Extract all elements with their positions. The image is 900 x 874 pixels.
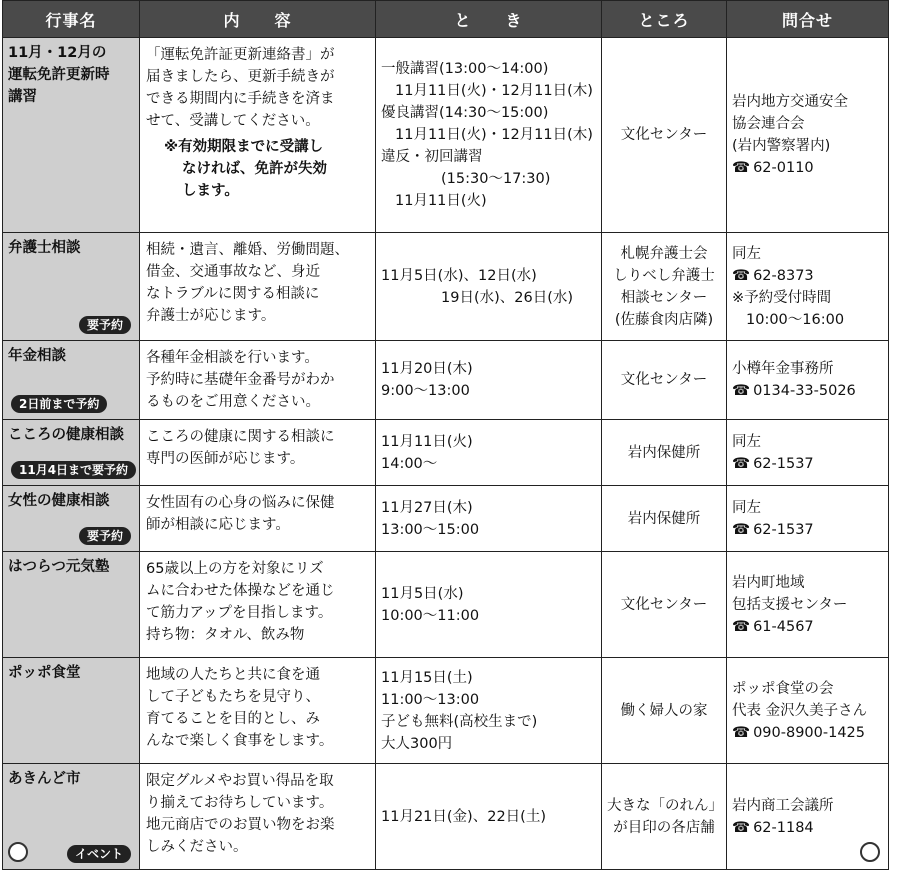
event-name: 講習 xyxy=(8,89,37,105)
event-name: 女性の健康相談 xyxy=(8,493,110,509)
header-row xyxy=(3,1,889,38)
header-content: 内 容 xyxy=(140,1,376,38)
schedule-line: 子ども無料(高校生まで) xyxy=(381,713,538,730)
description-line: 育てることを目的とし、み xyxy=(146,711,320,727)
description-line: なトラブルに関する相談に xyxy=(146,286,320,302)
phone-number-text: 62-0110 xyxy=(753,160,814,176)
contact-line: (岩内警察署内) xyxy=(732,138,831,154)
schedule-line: 11月11日(火) xyxy=(395,193,487,209)
location-line: 相談センター xyxy=(620,289,708,306)
description-line: 65歳以上の方を対象にリズ xyxy=(146,561,324,577)
location-line: 札幌弁護士会 xyxy=(620,245,708,262)
description-line: 相続・遺言、離婚、労働問題、 xyxy=(146,242,349,258)
contact-cell xyxy=(727,420,889,486)
schedule-line: 一般講習(13:00～14:00) xyxy=(381,61,549,77)
contact-cell xyxy=(727,233,889,341)
location-line: 文化センター xyxy=(620,372,708,388)
schedule-cell xyxy=(376,420,602,486)
description-cell xyxy=(140,764,376,870)
schedule-line: 11月5日(水)、12日(水) xyxy=(381,267,537,284)
phone-number-text: 62-1184 xyxy=(753,819,814,836)
schedule-line: 11月15日(土) xyxy=(381,669,473,686)
description-cell xyxy=(140,38,376,233)
description-cell xyxy=(140,486,376,552)
contact-cell xyxy=(727,658,889,764)
location-cell xyxy=(602,658,727,764)
events-table xyxy=(2,0,889,870)
table-row xyxy=(3,420,889,486)
description-line: しみください。 xyxy=(146,839,248,855)
table-row xyxy=(3,658,889,764)
contact-line: ポッポ食堂の会 xyxy=(732,680,834,697)
phone-icon: ☎ xyxy=(732,521,751,538)
description-line: んなで楽しく食事をします。 xyxy=(146,733,334,749)
location-line: が目印の各店舗 xyxy=(613,819,715,836)
event-name-cell xyxy=(3,420,140,486)
description-line: ムに合わせた体操などを通じ xyxy=(146,583,335,599)
event-name-cell xyxy=(3,658,140,764)
event-name-cell xyxy=(3,38,140,233)
contact-note: ※予約受付時間 xyxy=(732,289,832,306)
phone-number-text: 0134-33-5026 xyxy=(753,383,856,399)
location-line: 文化センター xyxy=(620,596,708,613)
description-line: 「運転免許証更新連絡書」が xyxy=(146,47,335,63)
description-line: 地域の人たちと共に食を通 xyxy=(146,667,320,683)
schedule-line: 11月27日(木) xyxy=(381,499,473,516)
phone-icon: ☎ xyxy=(732,267,751,284)
event-name: 弁護士相談 xyxy=(8,240,81,256)
contact-line: 同左 xyxy=(732,499,761,516)
table-row xyxy=(3,552,889,658)
reservation-badge: 要予約 xyxy=(79,316,131,334)
description-cell xyxy=(140,233,376,341)
event-name-cell xyxy=(3,486,140,552)
event-name-cell xyxy=(3,233,140,341)
warning-note: なければ、免許が失効 xyxy=(182,161,327,177)
phone-icon: ☎ xyxy=(732,724,751,741)
schedule-line: (15:30～17:30) xyxy=(441,171,551,187)
description-line: こころの健康に関する相談に xyxy=(146,429,335,445)
event-name: はつらつ元気塾 xyxy=(8,559,110,575)
schedule-line: 13:00～15:00 xyxy=(381,521,480,538)
description-line: できる期間内に手続きを済ま xyxy=(146,91,335,107)
phone-icon: ☎ xyxy=(732,819,751,836)
description-line: り揃えてお待ちしています。 xyxy=(146,795,334,811)
contact-cell xyxy=(727,341,889,420)
schedule-cell xyxy=(376,38,602,233)
schedule-cell xyxy=(376,486,602,552)
schedule-cell xyxy=(376,233,602,341)
event-name: あきんど市 xyxy=(8,771,81,787)
binder-ring-icon-right xyxy=(860,842,880,862)
contact-cell xyxy=(727,486,889,552)
schedule-line: 11月21日(金)、22日(土) xyxy=(381,808,546,825)
location-line: しりべし弁護士 xyxy=(613,267,715,284)
phone-icon: ☎ xyxy=(732,383,751,399)
table-row xyxy=(3,38,889,233)
description-line: 届きましたら、更新手続きが xyxy=(146,69,335,85)
table-row xyxy=(3,341,889,420)
event-name-cell xyxy=(3,552,140,658)
contact-line: 岩内商工会議所 xyxy=(732,797,834,814)
schedule-line: 違反・初回講習 xyxy=(381,149,483,165)
contact-cell xyxy=(727,552,889,658)
event-name: 年金相談 xyxy=(8,348,66,364)
location-cell xyxy=(602,38,727,233)
description-line: 女性固有の心身の悩みに保健 xyxy=(146,495,335,511)
description-line: 専門の医師が応じます。 xyxy=(146,451,305,467)
description-line: 各種年金相談を行います。 xyxy=(146,350,319,366)
reservation-badge: 11月4日まで要予約 xyxy=(11,461,136,479)
contact-line: 岩内町地域 xyxy=(732,574,805,591)
location-cell xyxy=(602,764,727,870)
schedule-cell xyxy=(376,764,602,870)
schedule-line: 10:00～11:00 xyxy=(381,607,480,624)
event-name: ポッポ食堂 xyxy=(8,665,81,681)
schedule-line: 11月11日(火)・12月11日(木) xyxy=(395,83,593,99)
phone-number-text: 62-1537 xyxy=(753,521,814,538)
description-line: て筋力アップを目指します。 xyxy=(146,605,333,621)
schedule-line: 9:00～13:00 xyxy=(381,383,470,399)
description-line: るものをご用意ください。 xyxy=(146,394,320,410)
schedule-cell xyxy=(376,341,602,420)
event-name: 運転免許更新時 xyxy=(8,67,110,83)
description-cell xyxy=(140,552,376,658)
contact-cell xyxy=(727,38,889,233)
table-row xyxy=(3,764,889,870)
phone-number xyxy=(732,157,883,179)
contact-line: 同左 xyxy=(732,245,761,262)
schedule-line: 大人300円 xyxy=(381,735,453,752)
header-where: ところ xyxy=(602,1,727,38)
schedule-line: 優良講習(14:30～15:00) xyxy=(381,105,549,121)
contact-line: 小樽年金事務所 xyxy=(732,361,834,377)
event-name: こころの健康相談 xyxy=(8,427,124,443)
location-line: 岩内保健所 xyxy=(627,510,701,527)
phone-number xyxy=(732,519,883,541)
schedule-line: 11月11日(火) xyxy=(381,433,473,450)
header-contact: 問合せ xyxy=(727,1,889,38)
location-cell xyxy=(602,341,727,420)
description-line: 限定グルメやお買い得品を取 xyxy=(146,773,334,789)
schedule-line: 11:00～13:00 xyxy=(381,691,480,708)
header-event: 行事名 xyxy=(3,1,140,38)
phone-number xyxy=(732,616,883,638)
schedule-line: 14:00～ xyxy=(381,455,438,472)
location-line: 働く婦人の家 xyxy=(620,702,708,719)
warning-note: します。 xyxy=(182,183,239,199)
reservation-badge: 2日前まで予約 xyxy=(11,395,107,413)
description-line: せて、受講してください。 xyxy=(146,113,320,129)
phone-icon: ☎ xyxy=(732,618,751,635)
phone-number-text: 62-8373 xyxy=(753,267,814,284)
table-row xyxy=(3,233,889,341)
description-line: 借金、交通事故など、身近 xyxy=(146,264,320,280)
schedule-line: 11月20日(木) xyxy=(381,361,473,377)
phone-icon: ☎ xyxy=(732,455,751,472)
description-cell xyxy=(140,658,376,764)
phone-number-text: 62-1537 xyxy=(753,455,814,472)
event-name-cell xyxy=(3,341,140,420)
phone-number xyxy=(732,453,883,475)
description-line: 予約時に基礎年金番号がわか xyxy=(146,372,335,388)
location-cell xyxy=(602,552,727,658)
schedule-line: 11月11日(火)・12月11日(木) xyxy=(395,127,593,143)
contact-line: 岩内地方交通安全 xyxy=(732,94,848,110)
phone-icon: ☎ xyxy=(732,160,751,176)
description-line: 持ち物：タオル、飲み物 xyxy=(146,627,305,643)
phone-number xyxy=(732,817,883,839)
description-line: 師が相談に応じます。 xyxy=(146,517,290,533)
phone-number xyxy=(732,380,883,402)
schedule-cell xyxy=(376,658,602,764)
reservation-badge: イベント xyxy=(67,845,131,863)
table-row xyxy=(3,486,889,552)
phone-number-text: 61-4567 xyxy=(753,618,814,635)
schedule-line: 19日(水)、26日(水) xyxy=(441,289,574,306)
description-line: して子どもたちを見守り、 xyxy=(146,689,320,705)
binder-ring-icon-left xyxy=(8,842,28,862)
phone-number xyxy=(732,722,883,744)
phone-number xyxy=(732,265,883,287)
contact-line: 同左 xyxy=(732,433,761,450)
location-cell xyxy=(602,420,727,486)
contact-line: 代表 金沢久美子さん xyxy=(732,702,868,719)
location-line: 大きな「のれん」 xyxy=(607,797,723,814)
reservation-badge: 要予約 xyxy=(79,527,131,545)
location-line: 岩内保健所 xyxy=(627,444,701,461)
warning-note: ※有効期限までに受講し xyxy=(164,139,324,155)
description-cell xyxy=(140,420,376,486)
location-line: 文化センター xyxy=(620,127,708,143)
schedule-line: 11月5日(水) xyxy=(381,585,464,602)
description-line: 地元商店でのお買い物をお楽 xyxy=(146,817,335,833)
header-when: と き xyxy=(376,1,602,38)
location-cell xyxy=(602,486,727,552)
event-name: 11月・12月の xyxy=(8,45,107,61)
schedule-cell xyxy=(376,552,602,658)
location-line: (佐藤食肉店隣) xyxy=(614,311,714,328)
contact-line: 協会連合会 xyxy=(732,116,805,132)
description-cell xyxy=(140,341,376,420)
contact-line: 包括支援センター xyxy=(732,596,848,613)
contact-note: 10:00～16:00 xyxy=(746,311,845,328)
phone-number-text: 090-8900-1425 xyxy=(753,724,866,741)
location-cell xyxy=(602,233,727,341)
description-line: 弁護士が応じます。 xyxy=(146,308,276,324)
